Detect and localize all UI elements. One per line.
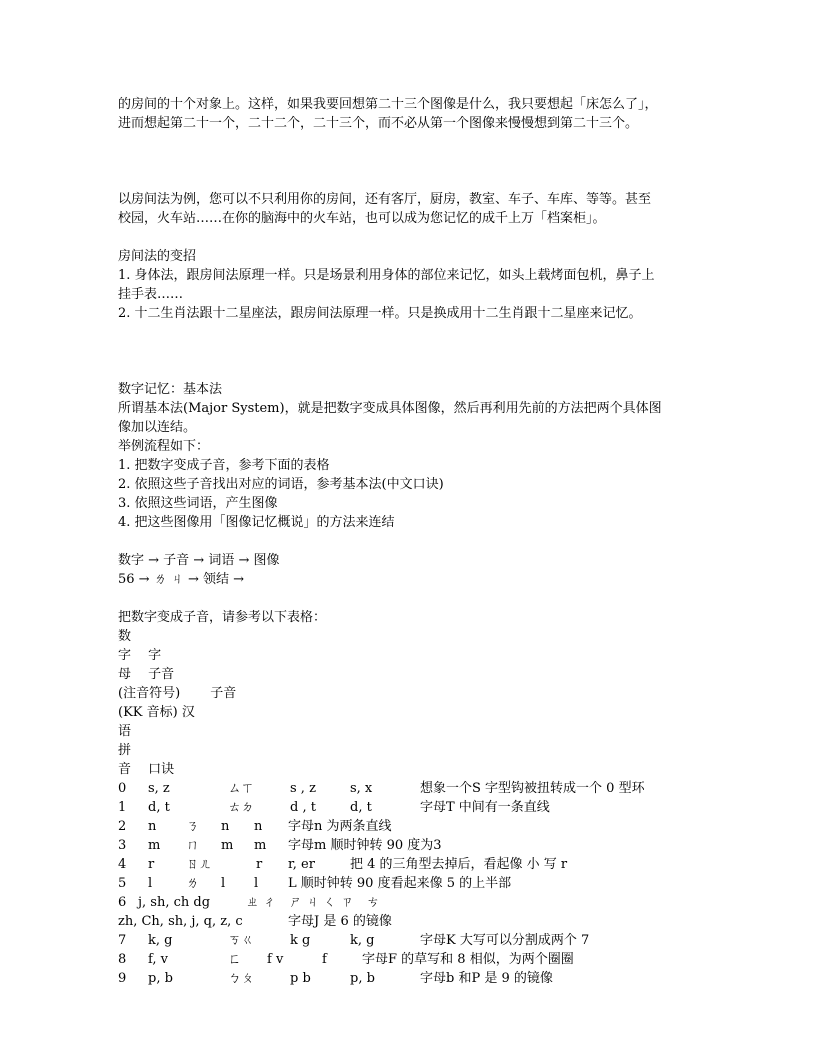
table-row: 4 r ㄖㄦ r r, er 把 4 的三角型去掉后，看起像 小 写 r <box>118 857 568 872</box>
header-line: 语 <box>118 724 132 739</box>
table-row: 1 d, t ㄊㄉ d , t d, t 字母T 中间有一条直线 <box>118 800 550 815</box>
paragraph-line: 举例流程如下： <box>118 439 210 454</box>
section-title: 房间法的变招 <box>118 249 197 264</box>
header-line: 字 字 <box>118 648 162 663</box>
table-row: zh, Ch, sh, j, q, z, c 字母J 是 6 的镜像 <box>118 914 392 929</box>
list-item: 挂手表…… <box>118 287 184 302</box>
flow-line: 数字 → 子音 → 词语 → 图像 <box>118 553 280 568</box>
table-row: 7 k, g ㄎㄍ k g k, g 字母K 大写可以分割成两个 7 <box>118 933 590 948</box>
paragraph-line: 进而想起第二十一个，二十二个，二十三个，而不必从第一个图像来慢慢想到第二十三个。 <box>118 116 639 131</box>
header-line: (注音符号) 子音 <box>118 686 237 701</box>
table-row: 6 j, sh, ch dg ㄓ ㄔ ㄕ ㄐ ㄑ ㄗ ㄘ <box>118 895 380 910</box>
table-row: 8 f, v ㄈ f v f 字母F 的草写和 8 相似，为两个圈圈 <box>118 952 574 967</box>
list-item: 1. 身体法，跟房间法原理一样。只是场景利用身体的部位来记忆，如头上载烤面包机，鼻子上 <box>118 268 655 283</box>
table-row: 3 m ㄇ m m 字母m 顺时钟转 90 度为3 <box>118 838 442 853</box>
list-item: 2. 十二生肖法跟十二星座法，跟房间法原理一样。只是换成用十二生肖跟十二星座来记忆。 <box>118 306 642 321</box>
list-item: 3. 依照这些词语，产生图像 <box>118 496 278 511</box>
list-item: 2. 依照这些子音找出对应的词语，参考基本法(中文口诀) <box>118 477 444 492</box>
list-item: 1. 把数字变成子音，参考下面的表格 <box>118 458 330 473</box>
paragraph-line: 像加以连结。 <box>118 420 197 435</box>
header-line: 拼 <box>118 743 132 758</box>
list-item: 4. 把这些图像用「图像记忆概说」的方法来连结 <box>118 515 395 530</box>
paragraph-line: 的房间的十个对象上。这样，如果我要回想第二十三个图像是什么，我只要想起「床怎么了」， <box>118 97 658 112</box>
section-title: 数字记忆：基本法 <box>118 382 223 397</box>
paragraph-line: 所谓基本法(Major System)，就是把数字变成具体图像，然后再利用先前的方法把两个具体图 <box>118 401 662 416</box>
header-line: (KK 音标) 汉 <box>118 705 195 720</box>
table-header <box>118 627 708 779</box>
table-body <box>118 779 708 988</box>
header-line: 音 口诀 <box>118 762 175 777</box>
table-row: 9 p, b ㄅㄆ p b p, b 字母b 和P 是 9 的镜像 <box>118 971 553 986</box>
paragraph-line: 校园，火车站……在你的脑海中的火车站，也可以成为您记忆的成千上万「档案柜」。 <box>118 211 606 226</box>
document-page <box>118 95 708 988</box>
table-intro: 把数字变成子音，请参考以下表格： <box>118 610 327 625</box>
header-line: 母 子音 <box>118 667 175 682</box>
paragraph-line: 以房间法为例，您可以不只利用你的房间，还有客厅，厨房，教室、车子、车库、等等。甚至 <box>118 192 652 207</box>
header-line: 数 <box>118 629 132 644</box>
table-row: 0 s, z ㄙㄒ s , z s, x 想象一个S 字型钩被扭转成一个 0 型环 <box>118 781 645 796</box>
flow-line: 56 → ㄌ ㄐ → 领结 → <box>118 572 245 587</box>
table-row: 5 l ㄌ l l L 顺时钟转 90 度看起来像 5 的上半部 <box>118 876 512 891</box>
table-row: 2 n ㄋ n n 字母n 为两条直线 <box>118 819 392 834</box>
